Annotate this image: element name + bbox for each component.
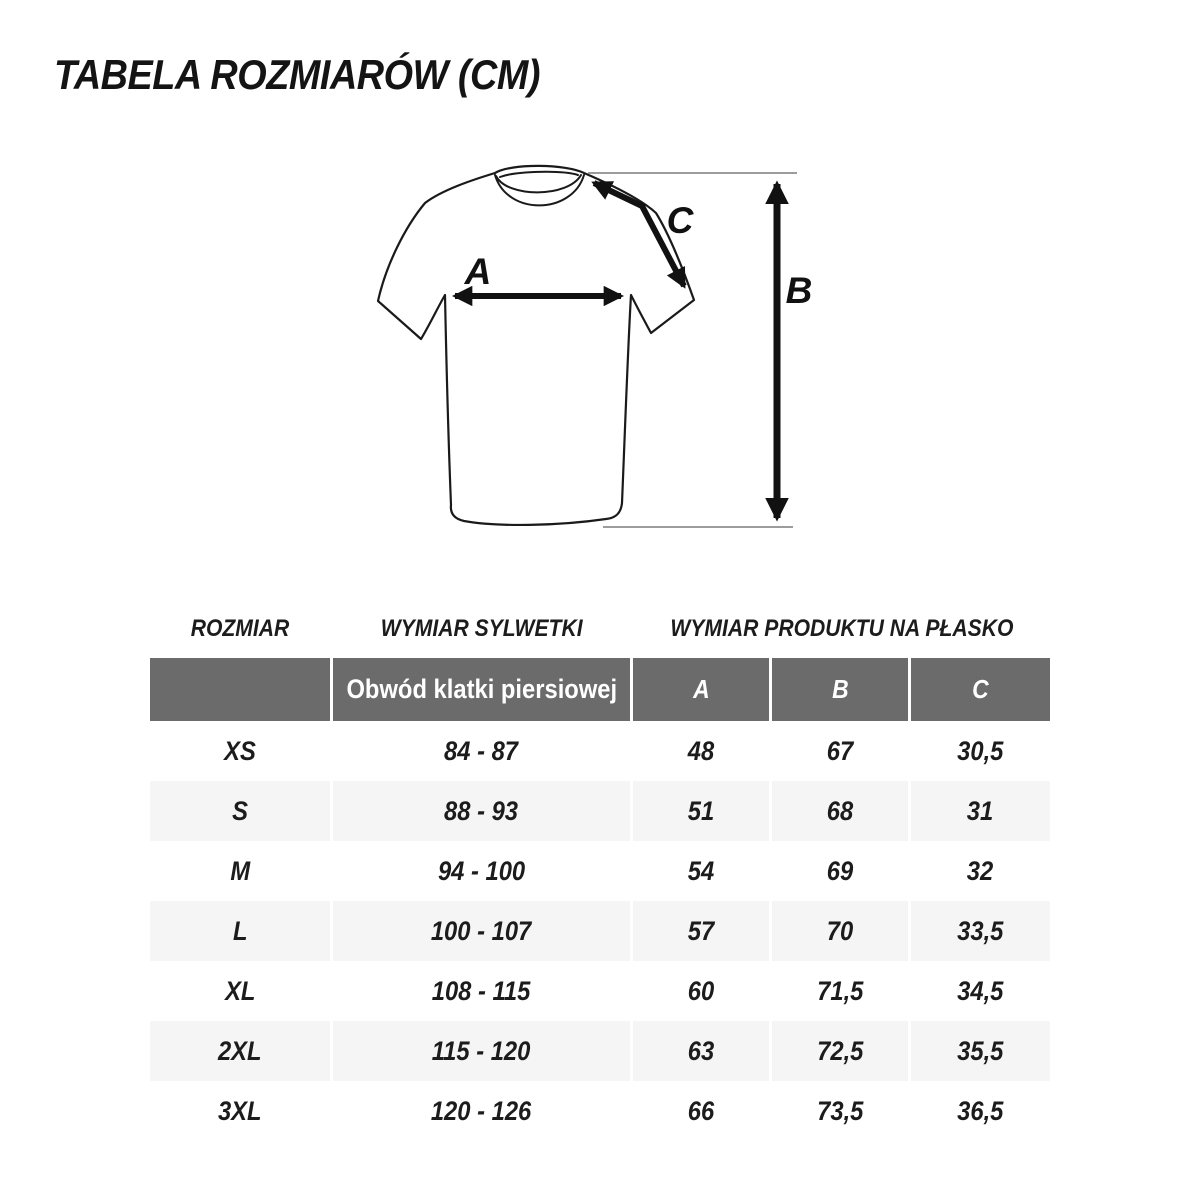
cell-size: XS: [224, 735, 256, 766]
table-header-row: [150, 658, 1050, 721]
table-group-headers: [150, 610, 1050, 648]
header-cell-a: A: [633, 658, 769, 721]
size-table: [150, 658, 1050, 1141]
cell-c: 34,5: [957, 975, 1004, 1006]
header-cell-size-empty: [150, 658, 330, 721]
cell-b: 68: [772, 781, 908, 841]
cell-c: 35,5: [911, 1021, 1050, 1081]
cell-c: 32: [967, 855, 994, 886]
cell-size: 2XL: [150, 1021, 330, 1081]
header-cell-c: C: [911, 658, 1050, 721]
cell-chest: 94 - 100: [437, 855, 526, 886]
header-cell-chest: Obwód klatki piersiowej: [333, 658, 630, 721]
cell-chest: 88 - 93: [333, 781, 630, 841]
cell-chest: 108 - 115: [432, 975, 531, 1006]
cell-b: 73,5: [816, 1095, 864, 1126]
header-cell-b: B: [772, 658, 908, 721]
table-row: [150, 721, 1050, 781]
label-c: C: [666, 200, 694, 241]
cell-a: 60: [687, 975, 715, 1006]
group-header-wymiar-produktu: WYMIAR PRODUKTU NA PŁASKO: [669, 615, 1013, 642]
cell-chest: 100 - 107: [333, 901, 630, 961]
cell-chest: 115 - 120: [333, 1021, 630, 1081]
page-title-text: TABELA ROZMIARÓW (CM): [54, 51, 541, 98]
cell-a: 54: [687, 855, 715, 886]
cell-size: L: [150, 901, 330, 961]
table-row: [150, 1081, 1050, 1141]
cell-c: 31: [911, 781, 1050, 841]
table-row: [150, 1021, 1050, 1081]
table-row: [150, 961, 1050, 1021]
cell-size: 3XL: [218, 1095, 262, 1126]
cell-a: 48: [687, 735, 715, 766]
cell-b: 72,5: [772, 1021, 908, 1081]
cell-c: 33,5: [911, 901, 1050, 961]
cell-a: 57: [633, 901, 769, 961]
cell-chest: 120 - 126: [431, 1095, 532, 1126]
cell-a: 51: [633, 781, 769, 841]
group-header-wymiar-sylwetki: WYMIAR SYLWETKI: [380, 615, 583, 642]
cell-a: 66: [687, 1095, 715, 1126]
cell-c: 36,5: [957, 1095, 1004, 1126]
label-a: A: [464, 251, 492, 292]
cell-b: 69: [826, 855, 854, 886]
cell-size: M: [230, 855, 250, 886]
cell-b: 71,5: [816, 975, 864, 1006]
cell-a: 63: [633, 1021, 769, 1081]
label-b: B: [785, 270, 813, 311]
cell-b: 70: [772, 901, 908, 961]
table-row: [150, 841, 1050, 901]
cell-chest: 84 - 87: [444, 735, 519, 766]
group-header-rozmiar: ROZMIAR: [190, 615, 290, 642]
cell-size: S: [150, 781, 330, 841]
cell-size: XL: [224, 975, 256, 1006]
cell-b: 67: [826, 735, 854, 766]
table-row: [150, 901, 1050, 961]
table-row: [150, 781, 1050, 841]
cell-c: 30,5: [957, 735, 1004, 766]
